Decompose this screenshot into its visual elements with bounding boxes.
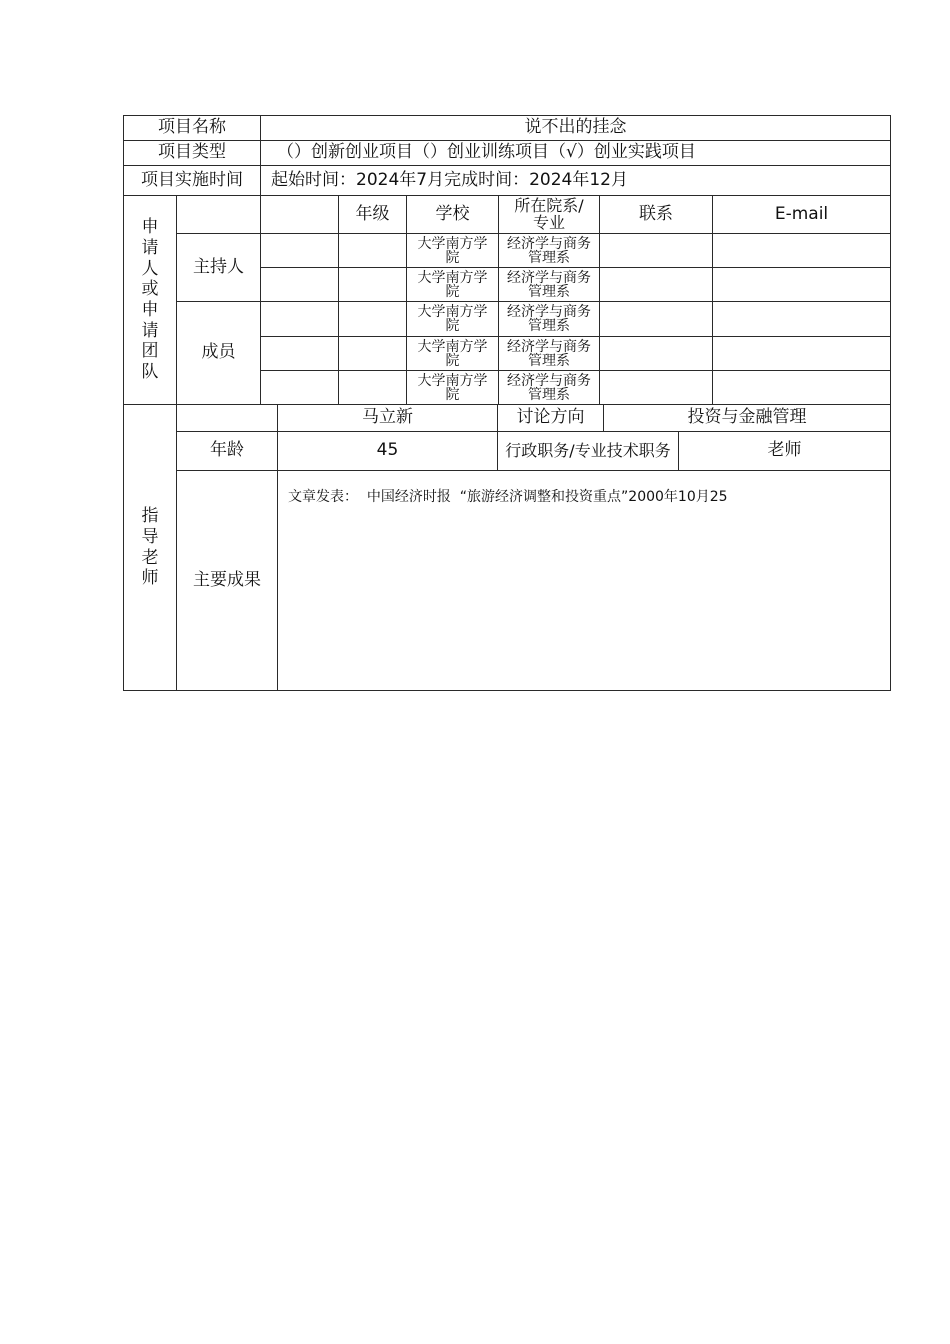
row-school: 大学南方学院 [417, 338, 488, 369]
row-department: 经济学与商务管理系 [507, 338, 591, 369]
row-department: 经济学与商务管理系 [507, 235, 591, 266]
position-label: 行政职务/专业技术职务 [505, 440, 671, 460]
member-label: 成员 [201, 342, 236, 363]
age-label: 年龄 [210, 440, 244, 461]
project-name-value: 说不出的挂念 [524, 117, 627, 138]
row-school: 大学南方学院 [417, 235, 488, 266]
header-contact: 联系 [639, 203, 673, 224]
header-school: 学校 [435, 203, 470, 224]
header-grade: 年级 [355, 203, 390, 224]
project-time-label: 项目实施时间 [141, 169, 243, 190]
section-char: 请 [141, 320, 159, 341]
section-char: 团 [141, 341, 159, 362]
direction-value: 投资与金融管理 [687, 407, 807, 428]
row-school: 大学南方学院 [417, 269, 488, 300]
direction-label: 讨论方向 [516, 407, 585, 428]
project-type-label: 项目类型 [158, 142, 226, 163]
section-char: 队 [141, 362, 159, 383]
section-char: 申 [141, 217, 159, 238]
row-school: 大学南方学院 [417, 304, 488, 334]
project-type-value: （）创新创业项目（）创业训练项目（√）创业实践项目 [277, 142, 696, 163]
achievements-label: 主要成果 [193, 569, 261, 590]
row-department: 经济学与商务管理系 [507, 304, 591, 334]
section-char: 导 [141, 526, 159, 547]
row-department: 经济学与商务管理系 [507, 372, 591, 403]
header-department: 所在院系/专业 [514, 196, 584, 232]
position-value: 老师 [767, 440, 802, 461]
section-char: 师 [141, 568, 159, 589]
host-label: 主持人 [193, 256, 244, 277]
row-department: 经济学与商务管理系 [507, 269, 591, 300]
header-email: E-mail [774, 203, 829, 224]
section-char: 或 [141, 279, 159, 300]
applicant-section-label [124, 196, 176, 404]
section-char: 老 [141, 547, 159, 568]
project-time-value: 起始时间：2024年7月完成时间：2024年12月 [271, 169, 628, 190]
advisor-name: 马立新 [362, 407, 413, 428]
achievements-value: 文章发表： 中国经济时报 “旅游经济调整和投资重点”2000年10月25 [288, 489, 728, 505]
row-school: 大学南方学院 [417, 372, 488, 403]
section-char: 人 [141, 258, 159, 279]
project-name-label: 项目名称 [158, 117, 226, 138]
section-char: 指 [141, 506, 159, 527]
advisor-section-label [124, 405, 176, 690]
age-value: 45 [376, 440, 399, 461]
section-char: 申 [141, 300, 159, 320]
section-char: 请 [141, 237, 159, 258]
